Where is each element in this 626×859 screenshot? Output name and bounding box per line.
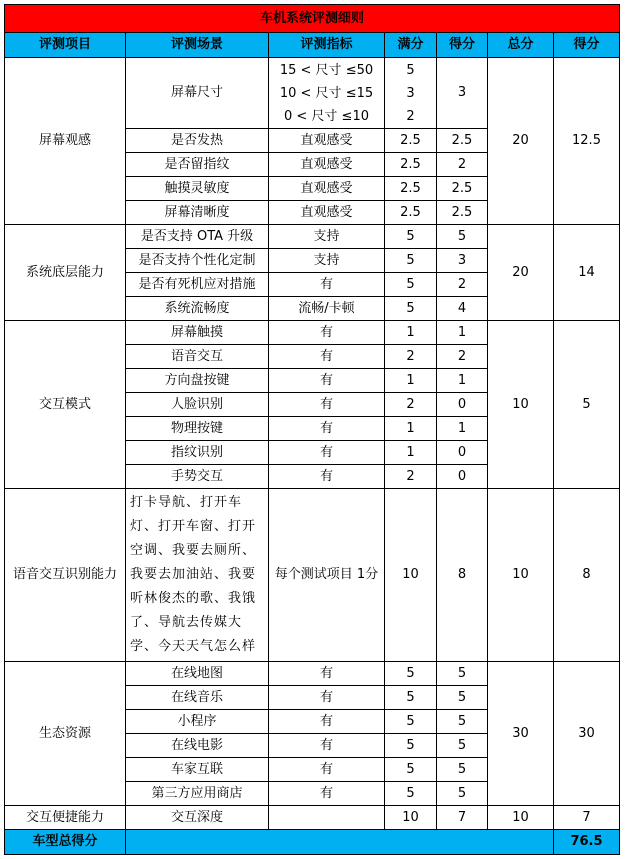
header-total: 总分: [488, 33, 554, 58]
full-cell: 5: [385, 758, 437, 782]
scene-cell: 语音交互: [126, 345, 269, 369]
criteria-cell: 有: [269, 273, 385, 297]
scene-cell: 是否支持个性化定制: [126, 249, 269, 273]
score-cell: 2.5: [437, 177, 488, 201]
header-criteria: 评测指标: [269, 33, 385, 58]
score-cell: 5: [437, 686, 488, 710]
table-row: [5, 489, 620, 662]
score-cell: 5: [437, 662, 488, 686]
score-cell: 0: [437, 441, 488, 465]
score-cell: 4: [437, 297, 488, 321]
criteria-cell: 直观感受: [269, 177, 385, 201]
score-cell: 1: [437, 417, 488, 441]
table-row: [5, 806, 620, 830]
scene-cell: 触摸灵敏度: [126, 177, 269, 201]
item-screen: 屏幕观感: [5, 58, 126, 225]
score-cell: 5: [437, 710, 488, 734]
scene-cell: 指纹识别: [126, 441, 269, 465]
scene-convenience: 交互深度: [126, 806, 269, 830]
table-title: 车机系统评测细则: [5, 5, 620, 33]
full-cell: 1: [385, 441, 437, 465]
criteria-cell: 有: [269, 417, 385, 441]
full-cell: 5: [385, 249, 437, 273]
total-screen: 20: [488, 58, 554, 225]
criteria-cell: 直观感受: [269, 201, 385, 225]
criteria-size-line: 10 < 尺寸 ≤15: [279, 85, 374, 101]
total-score-ecosystem: 30: [554, 662, 620, 806]
score-cell: 3: [437, 249, 488, 273]
scene-cell: 在线地图: [126, 662, 269, 686]
scene-cell: 是否发热: [126, 129, 269, 153]
scene-cell: 人脸识别: [126, 393, 269, 417]
full-cell: 1: [385, 417, 437, 441]
score-voice: 8: [437, 489, 488, 662]
criteria-cell: 直观感受: [269, 153, 385, 177]
score-cell: 2.5: [437, 129, 488, 153]
full-size-line: 2: [406, 108, 415, 124]
criteria-cell: 有: [269, 662, 385, 686]
criteria-cell: 有: [269, 734, 385, 758]
score-cell: 1: [437, 369, 488, 393]
total-interaction: 10: [488, 321, 554, 489]
criteria-cell: 流畅/卡顿: [269, 297, 385, 321]
score-cell: 2.5: [437, 201, 488, 225]
scene-cell: 方向盘按键: [126, 369, 269, 393]
full-cell: 1: [385, 369, 437, 393]
scene-cell: 手势交互: [126, 465, 269, 489]
total-score-screen: 12.5: [554, 58, 620, 225]
scene-cell: 是否支持 OTA 升级: [126, 225, 269, 249]
header-full-score: 满分: [385, 33, 437, 58]
criteria-convenience: [269, 806, 385, 830]
scene-cell: 第三方应用商店: [126, 782, 269, 806]
footer-spacer: [126, 830, 554, 855]
score-cell: 5: [437, 734, 488, 758]
criteria-size-line: 15 < 尺寸 ≤50: [279, 62, 374, 78]
criteria-screen-size: [269, 58, 385, 129]
scene-cell: 车家互联: [126, 758, 269, 782]
criteria-cell: 支持: [269, 249, 385, 273]
item-interaction: 交互模式: [5, 321, 126, 489]
score-cell: 1: [437, 321, 488, 345]
criteria-cell: 有: [269, 686, 385, 710]
criteria-cell: 支持: [269, 225, 385, 249]
item-ecosystem: 生态资源: [5, 662, 126, 806]
header-item: 评测项目: [5, 33, 126, 58]
full-cell: 2: [385, 393, 437, 417]
scene-cell: 物理按键: [126, 417, 269, 441]
full-cell: 2.5: [385, 201, 437, 225]
scene-screen-size: 屏幕尺寸: [126, 58, 269, 129]
header-score: 得分: [437, 33, 488, 58]
evaluation-table-wrapper: [4, 4, 620, 855]
full-cell: 2.5: [385, 153, 437, 177]
full-cell: 5: [385, 710, 437, 734]
full-cell: 5: [385, 782, 437, 806]
criteria-cell: 直观感受: [269, 129, 385, 153]
total-convenience: 10: [488, 806, 554, 830]
score-cell: 0: [437, 465, 488, 489]
full-size-line: 5: [406, 62, 415, 78]
table-row: [5, 58, 620, 129]
table-row: [5, 225, 620, 249]
criteria-cell: 有: [269, 758, 385, 782]
full-cell: 2.5: [385, 129, 437, 153]
header-row: [5, 33, 620, 58]
score-cell: 0: [437, 393, 488, 417]
full-cell: 5: [385, 273, 437, 297]
criteria-cell: 有: [269, 441, 385, 465]
score-cell: 5: [437, 782, 488, 806]
scene-cell: 是否留指纹: [126, 153, 269, 177]
scene-cell: 系统流畅度: [126, 297, 269, 321]
footer-label: 车型总得分: [5, 830, 126, 855]
full-cell: 5: [385, 225, 437, 249]
criteria-cell: 有: [269, 710, 385, 734]
header-total-score: 得分: [554, 33, 620, 58]
criteria-cell: 有: [269, 393, 385, 417]
full-convenience: 10: [385, 806, 437, 830]
item-convenience: 交互便捷能力: [5, 806, 126, 830]
criteria-voice: 每个测试项目 1分: [269, 489, 385, 662]
item-voice: 语音交互识别能力: [5, 489, 126, 662]
score-cell: 5: [437, 758, 488, 782]
total-score-interaction: 5: [554, 321, 620, 489]
header-scene: 评测场景: [126, 33, 269, 58]
footer-row: [5, 830, 620, 855]
footer-total-score: 76.5: [554, 830, 620, 855]
total-system: 20: [488, 225, 554, 321]
criteria-cell: 有: [269, 465, 385, 489]
full-cell: 2: [385, 345, 437, 369]
scene-cell: 在线电影: [126, 734, 269, 758]
criteria-size-line: 0 < 尺寸 ≤10: [284, 108, 369, 124]
item-system: 系统底层能力: [5, 225, 126, 321]
scene-cell: 是否有死机应对措施: [126, 273, 269, 297]
full-cell: 2.5: [385, 177, 437, 201]
evaluation-table: [4, 4, 620, 855]
score-screen-size: 3: [437, 58, 488, 129]
full-size-line: 3: [406, 85, 415, 101]
full-cell: 1: [385, 321, 437, 345]
total-score-voice: 8: [554, 489, 620, 662]
criteria-cell: 有: [269, 321, 385, 345]
full-cell: 5: [385, 686, 437, 710]
full-cell: 2: [385, 465, 437, 489]
total-score-convenience: 7: [554, 806, 620, 830]
scene-cell: 在线音乐: [126, 686, 269, 710]
full-screen-size: [385, 58, 437, 129]
score-cell: 5: [437, 225, 488, 249]
score-cell: 2: [437, 153, 488, 177]
scene-voice: 打卡导航、打开车灯、打开车窗、打开空调、我要去厕所、我要去加油站、我要听林俊杰的歌、我饿了、导航去传媒大学、今天天气怎么样: [126, 489, 269, 662]
total-score-system: 14: [554, 225, 620, 321]
full-cell: 5: [385, 734, 437, 758]
total-voice: 10: [488, 489, 554, 662]
score-cell: 2: [437, 273, 488, 297]
scene-cell: 屏幕清晰度: [126, 201, 269, 225]
total-ecosystem: 30: [488, 662, 554, 806]
full-cell: 5: [385, 662, 437, 686]
full-voice: 10: [385, 489, 437, 662]
score-convenience: 7: [437, 806, 488, 830]
table-row: [5, 321, 620, 345]
scene-cell: 小程序: [126, 710, 269, 734]
table-row: [5, 662, 620, 686]
full-cell: 5: [385, 297, 437, 321]
score-cell: 2: [437, 345, 488, 369]
criteria-cell: 有: [269, 369, 385, 393]
criteria-cell: 有: [269, 782, 385, 806]
criteria-cell: 有: [269, 345, 385, 369]
scene-cell: 屏幕触摸: [126, 321, 269, 345]
